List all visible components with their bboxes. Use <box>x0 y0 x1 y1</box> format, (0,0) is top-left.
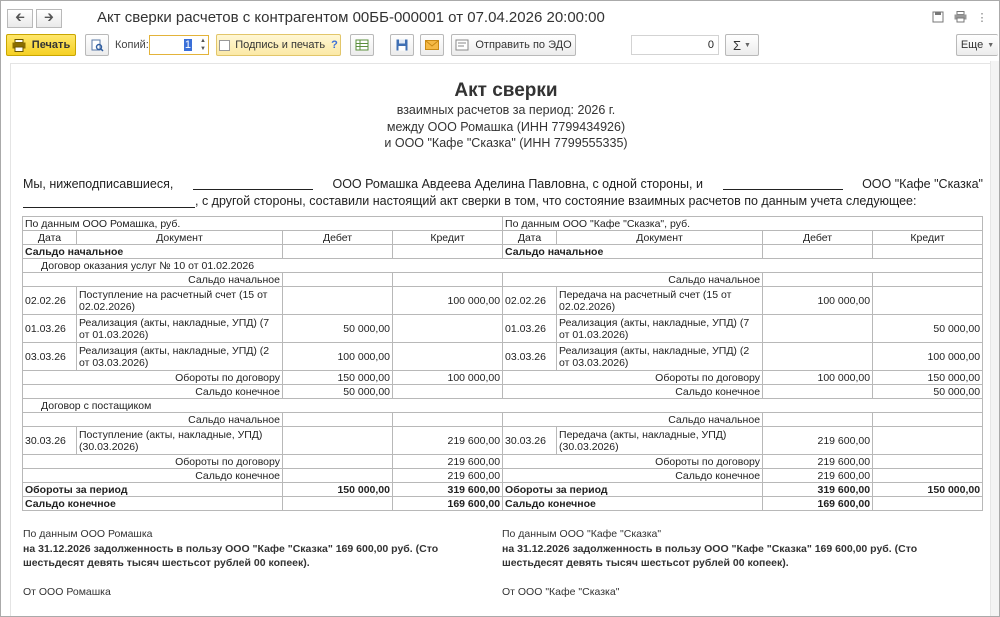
copies-label: Копий: <box>115 39 149 51</box>
footer-right-heading: По данным ООО "Кафе "Сказка" <box>502 528 662 540</box>
preamble-start: Мы, нижеподписавшиеся, <box>23 177 174 191</box>
sign-print-label: Подпись и печать <box>235 39 326 51</box>
arrow-left-icon: 🡰 <box>15 10 25 24</box>
table-row: Сальдо конечное 50 000,00 Сальдо конечное 50 000,00 <box>23 385 983 399</box>
print-button[interactable] <box>6 34 76 56</box>
col-document: Документ <box>77 231 283 245</box>
turnover-label: Обороты по договору <box>503 455 763 469</box>
footer-left-signature: От ООО Ромашка <box>23 586 111 598</box>
sign-and-print-button[interactable] <box>216 34 341 56</box>
spin-arrows-icon[interactable]: ▲ ▼ <box>200 38 206 52</box>
chevron-down-icon: ▼ <box>987 41 995 49</box>
closing-label: Сальдо конечное <box>503 385 763 399</box>
table-row <box>23 259 983 273</box>
opening-label: Сальдо начальное <box>503 273 763 287</box>
printer-icon[interactable] <box>953 10 967 24</box>
help-icon[interactable]: ? <box>331 39 338 51</box>
sigma-icon: Σ <box>733 37 742 53</box>
arrow-right-icon: 🡲 <box>44 10 54 24</box>
send-edo-button[interactable] <box>451 34 576 56</box>
turnover-label: Обороты по договору <box>23 371 283 385</box>
opening-label: Сальдо начальное <box>23 273 283 287</box>
table-row: Обороты по договору 150 000,00 100 000,00 Обороты по договору 100 000,00 150 000,00 <box>23 371 983 385</box>
printer-icon <box>12 39 26 52</box>
doc-title: Акт сверки <box>454 80 558 101</box>
more-label: Еще <box>960 39 984 51</box>
reconciliation-table <box>22 216 983 511</box>
table-row: 03.03.26 Реализация (акты, накладные, УПД) (2 от 03.03.2026) 100 000,00 03.03.26 Реализация (акты, накладные, УПД) (2 от 03.03.2026) 100 000,00 <box>23 343 983 371</box>
col-credit: Кредит <box>873 231 983 245</box>
grid-edit-icon <box>355 39 369 51</box>
col-document: Документ <box>557 231 763 245</box>
contract-1-title: Договор оказания услуг № 10 от 01.02.2026 <box>23 259 983 273</box>
table-row: Обороты по договору 219 600,00 Обороты по договору 219 600,00 <box>23 455 983 469</box>
sum-mode-button[interactable] <box>725 34 759 56</box>
sum-field[interactable] <box>631 35 719 55</box>
left-side-header: По данным ООО Ромашка, руб. <box>23 217 503 231</box>
sum-value: 0 <box>707 39 714 51</box>
preamble-party-2: ООО "Кафе "Сказка" <box>862 177 983 191</box>
table-row: Сальдо конечное 219 600,00 Сальдо конечное 219 600,00 <box>23 469 983 483</box>
table-row: Обороты за период 150 000,00 319 600,00 Обороты за период 319 600,00 150 000,00 <box>23 483 983 497</box>
save-button[interactable] <box>390 34 414 56</box>
preamble-line-2 <box>23 194 983 208</box>
table-row <box>23 273 983 287</box>
closing-total-label: Сальдо конечное <box>503 497 763 511</box>
forward-button[interactable] <box>36 9 62 28</box>
col-debit: Дебет <box>283 231 393 245</box>
closing-total-label: Сальдо конечное <box>23 497 283 511</box>
table-row <box>23 231 983 245</box>
col-date: Дата <box>23 231 77 245</box>
command-bar <box>1 32 999 60</box>
menu-dots-icon[interactable]: ⋮ <box>976 11 988 24</box>
table-row: 01.03.26 Реализация (акты, накладные, УПД) (7 от 01.03.2026) 50 000,00 01.03.26 Реализация (акты, накладные, УПД) (7 от 01.03.2026) 50 000,00 <box>23 315 983 343</box>
send-edo-label: Отправить по ЭДО <box>475 39 572 51</box>
chevron-down-icon: ▼ <box>744 41 751 49</box>
preview-button[interactable] <box>85 34 109 56</box>
magnifier-icon <box>91 39 104 52</box>
signature-blank <box>193 177 313 190</box>
closing-label: Сальдо конечное <box>23 469 283 483</box>
opening-total-label: Сальдо начальное <box>503 245 763 259</box>
email-button[interactable] <box>420 34 444 56</box>
turnover-label: Обороты по договору <box>23 455 283 469</box>
turnover-label: Обороты по договору <box>503 371 763 385</box>
col-debit: Дебет <box>763 231 873 245</box>
copies-value: 1 <box>184 39 191 51</box>
preamble-rest: , с другой стороны, составили настоящий акт сверки в том, что состояние взаимных расчетов по данным учета следующее: <box>195 194 917 208</box>
back-button[interactable] <box>7 9 33 28</box>
opening-total-label: Сальдо начальное <box>23 245 283 259</box>
col-date: Дата <box>503 231 557 245</box>
footer-left-heading: По данным ООО Ромашка <box>23 528 153 540</box>
print-label: Печать <box>31 39 71 51</box>
table-row: Сальдо конечное 169 600,00 Сальдо конечное 169 600,00 <box>23 497 983 511</box>
copies-input[interactable] <box>149 35 209 55</box>
period-turnover-label: Обороты за период <box>23 483 283 497</box>
save-icon[interactable] <box>931 10 945 24</box>
checkbox-icon[interactable] <box>219 40 230 51</box>
floppy-icon <box>396 39 408 51</box>
right-side-header: По данным ООО "Кафе "Сказка", руб. <box>503 217 983 231</box>
doc-period: взаимных расчетов за период: 2026 г. <box>396 103 616 117</box>
doc-party-2: и ООО "Кафе "Сказка" (ИНН 7799555335) <box>384 136 628 150</box>
envelope-icon <box>425 40 439 50</box>
signature-blank <box>23 195 195 208</box>
preamble-party-1: ООО Ромашка Авдеева Аделина Павловна, с одной стороны, и <box>332 177 703 191</box>
title-bar <box>1 1 999 32</box>
table-row <box>23 217 983 231</box>
table-row <box>23 399 983 413</box>
more-button[interactable] <box>956 34 998 56</box>
col-credit: Кредит <box>393 231 503 245</box>
period-turnover-label: Обороты за период <box>503 483 763 497</box>
edit-document-button[interactable] <box>350 34 374 56</box>
table-row: 02.02.26 Поступление на расчетный счет (15 от 02.02.2026) 100 000,00 02.02.26 Передача на расчетный счет (15 от 02.02.2026) 100 000,00 <box>23 287 983 315</box>
contract-2-title: Договор с постащиком <box>23 399 983 413</box>
opening-label: Сальдо начальное <box>503 413 763 427</box>
signature-blank <box>723 177 843 190</box>
opening-label: Сальдо начальное <box>23 413 283 427</box>
spreadsheet-document <box>10 63 990 616</box>
table-row <box>23 245 983 259</box>
doc-party-1: между ООО Ромашка (ИНН 7799434926) <box>386 120 626 134</box>
edo-icon <box>455 39 469 51</box>
footer-right-debt: на 31.12.2026 задолженность в пользу ООО "Кафе "Сказка" 169 600,00 руб. (Сто шестьдесят девять тысяч шестьсот рублей 00 копеек). <box>502 543 918 569</box>
footer-left-debt: на 31.12.2026 задолженность в пользу ООО "Кафе "Сказка" 169 600,00 руб. (Сто шестьдесят девять тысяч шестьсот рублей 00 копеек). <box>23 543 439 569</box>
table-row <box>23 413 983 427</box>
closing-label: Сальдо конечное <box>503 469 763 483</box>
window-title: Акт сверки расчетов с контрагентом 00ББ-000001 от 07.04.2026 20:00:00 <box>97 9 605 26</box>
preamble-line-1 <box>23 177 983 191</box>
closing-label: Сальдо конечное <box>23 385 283 399</box>
footer-right-signature: От ООО "Кафе "Сказка" <box>502 586 620 598</box>
table-row: 30.03.26 Поступление (акты, накладные, УПД) (30.03.2026) 219 600,00 30.03.26 Передача (акты, накладные, УПД) (30.03.2026) 219 600,00 <box>23 427 983 455</box>
